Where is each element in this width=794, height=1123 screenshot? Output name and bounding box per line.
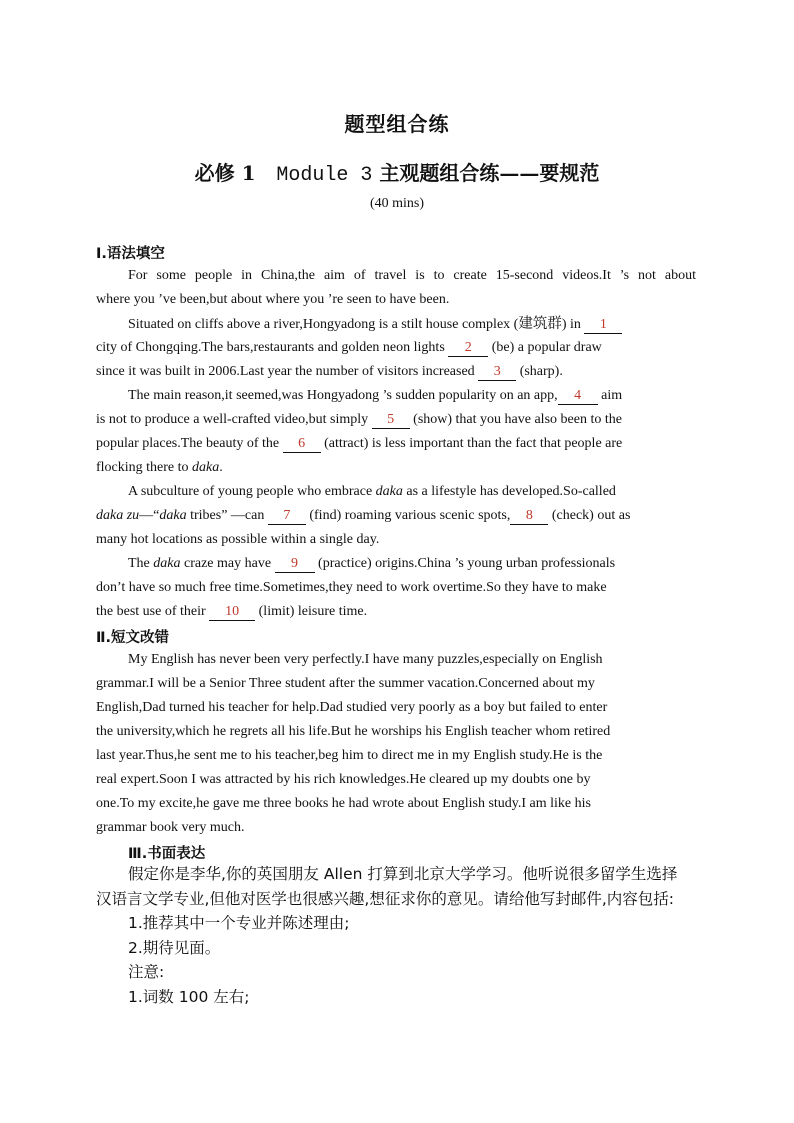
prompt-line: 1.推荐其中一个专业并陈述理由; (128, 914, 350, 932)
subtitle-module-book: 必修 1 (194, 161, 256, 185)
passage-line: the best use of their 10 (limit) leisure time. (96, 604, 368, 619)
blank-3[interactable]: 3 (478, 364, 516, 381)
prompt-line: 注意: (128, 963, 165, 981)
passage-line: For some people in China,the aim of travel is to create 15-second videos.It ’s not about (128, 268, 696, 283)
passage-line: flocking there to daka. (96, 460, 223, 475)
blank-5[interactable]: 5 (372, 412, 410, 429)
subtitle-module-number: Module 3 (276, 164, 373, 187)
section-grammar-passage (96, 264, 696, 624)
passage-line: one.To my excite,he gave me three books he had wrote about English study.I am like his (96, 796, 591, 811)
passage-line: where you ’ve been,but about where you ’re seen to have been. (96, 292, 450, 307)
prompt-line: 1.词数 100 左右; (128, 987, 250, 1006)
passage-line: real expert.Soon I was attracted by his rich knowledges.He cleared up my doubts one by (96, 772, 591, 787)
time-limit: (40 mins) (369, 196, 425, 211)
passage-line: grammar.I will be a Senior Three student after the summer vacation.Concerned about my (96, 676, 595, 691)
passage-line: A subculture of young people who embrace daka as a lifestyle has developed.So-called (128, 484, 616, 499)
section-error-correction-passage (96, 648, 696, 840)
passage-line: is not to produce a well-crafted video,but simply 5 (show) that you have also been to the (96, 412, 622, 427)
prompt-line: 2.期待见面。 (128, 938, 221, 957)
passage-line: daka zu—“daka tribes” —can 7 (find) roaming various scenic spots, 8 (check) out as (96, 508, 631, 523)
passage-line: city of Chongqing.The bars,restaurants and golden neon lights 2 (be) a popular draw (96, 340, 602, 355)
passage-line: many hot locations as possible within a single day. (96, 532, 380, 547)
subtitle-topic: 主观题组合练——要规范 (379, 161, 600, 185)
blank-8[interactable]: 8 (510, 508, 548, 525)
passage-line: the university,which he regrets all his life.But he worships his English teacher whom retired (96, 724, 611, 739)
passage-line: since it was built in 2006.Last year the number of visitors increased 3 (sharp). (96, 364, 563, 379)
passage-line: Situated on cliffs above a river,Hongyadong is a stilt house complex (建筑群) in 1 (96, 312, 696, 336)
prompt-line: 假定你是李华,你的英国朋友 Allen 打算到北京大学学习。他听说很多留学生选择 (128, 865, 678, 883)
passage-line: popular places.The beauty of the 6 (attract) is less important than the fact that people are (96, 436, 623, 451)
blank-2[interactable]: 2 (448, 340, 488, 357)
page-subtitle (0, 157, 794, 187)
prompt-line: 汉语言文学专业,但他对医学也很感兴趣,想征求你的意见。请给他写封邮件,内容包括: (96, 889, 675, 908)
section-grammar-heading: Ⅰ.语法填空 (96, 246, 165, 262)
passage-line: My English has never been very perfectly.I have many puzzles,especially on English (128, 652, 603, 667)
section-error-correction-heading: Ⅱ.短文改错 (96, 630, 170, 646)
blank-9[interactable]: 9 (275, 556, 315, 573)
blank-1[interactable]: 1 (584, 317, 622, 334)
blank-10[interactable]: 10 (209, 604, 255, 621)
passage-line: The main reason,it seemed,was Hongyadong ’s sudden popularity on an app, 4 aim (128, 388, 623, 403)
passage-line: The daka craze may have 9 (practice) origins.China ’s young urban professionals (128, 556, 616, 571)
section-writing-prompt (96, 862, 696, 1009)
passage-line: last year.Thus,he sent me to his teacher,beg him to direct me in my English study.He is the (96, 748, 603, 763)
page-title: 题型组合练 (344, 112, 450, 136)
passage-line: English,Dad turned his teacher for help.Dad studied very poorly as a boy but failed to enter (96, 700, 608, 715)
blank-4[interactable]: 4 (558, 388, 598, 405)
blank-7[interactable]: 7 (268, 508, 306, 525)
blank-6[interactable]: 6 (283, 436, 321, 453)
passage-line: don’t have so much free time.Sometimes,they need to work overtime.So they have to make (96, 580, 607, 595)
section-writing-heading: Ⅲ.书面表达 (128, 846, 206, 862)
passage-line: grammar book very much. (96, 820, 245, 835)
